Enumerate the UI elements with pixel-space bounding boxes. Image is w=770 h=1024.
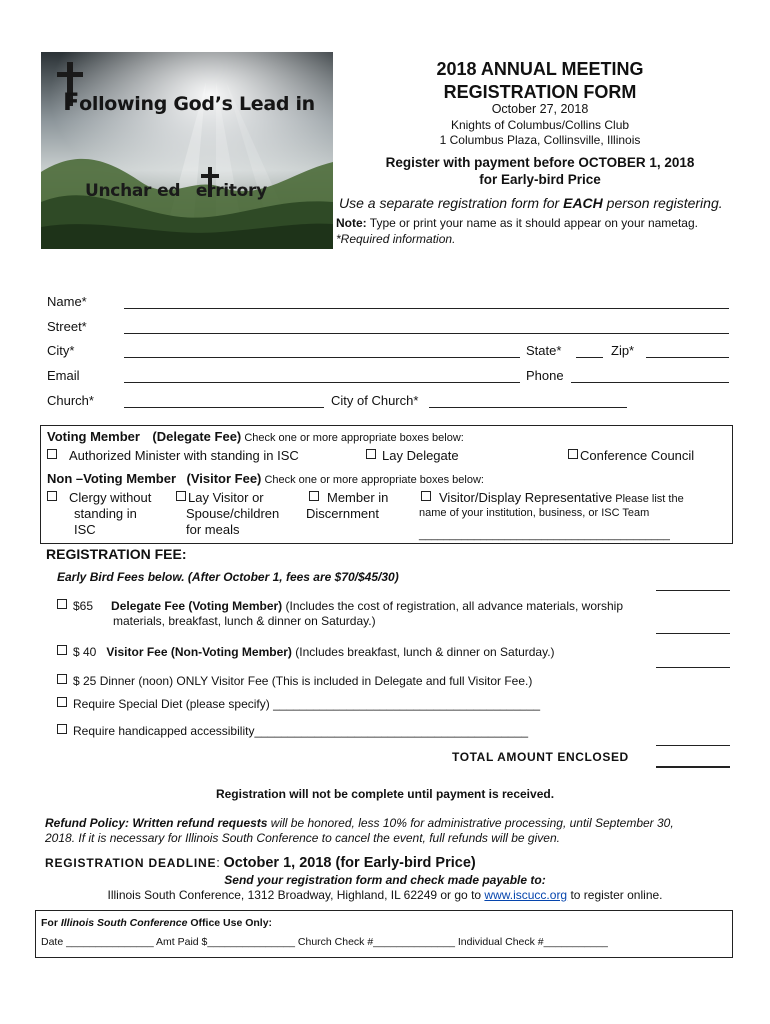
early-bird-note: Early Bird Fees below. (After October 1, fees are $70/$45/30) <box>57 570 399 584</box>
phone-field[interactable] <box>571 382 729 383</box>
delegate-fee-label: Delegate Fee (Voting Member) <box>111 599 283 613</box>
note-text: Type or print your name as it should appear on your nametag. <box>366 216 698 230</box>
checkbox[interactable] <box>366 449 376 459</box>
nametag-note <box>336 216 698 231</box>
institution-name-field[interactable]: _________________________________________ <box>419 529 670 541</box>
register-deadline-line-1: Register with payment before OCTOBER 1, 2018 <box>385 155 695 170</box>
dinner-only-label: $ 25 Dinner (noon) ONLY Visitor Fee (This is included in Delegate and full Visitor Fee.) <box>73 674 533 688</box>
checkbox[interactable] <box>176 491 186 501</box>
checkbox[interactable] <box>47 491 57 501</box>
dinner-only-option[interactable] <box>57 674 532 689</box>
member-line-2: Discernment <box>306 506 379 521</box>
fee-blank-4[interactable] <box>656 745 730 746</box>
zip-label: Zip* <box>611 343 635 358</box>
option-lay-delegate[interactable] <box>366 448 459 464</box>
banner-headline-rest: ollowing God’s Lead in <box>79 93 315 115</box>
mailing-address <box>0 888 770 903</box>
event-date: October 27, 2018 <box>491 102 589 116</box>
tagline-part-a: Unchar <box>85 181 152 201</box>
delegate-fee-desc-2: materials, breakfast, lunch & dinner on Saturday.) <box>113 614 376 628</box>
banner-image <box>41 52 333 249</box>
register-deadline-line-2: for Early-bird Price <box>479 172 601 187</box>
voting-instructions: Check one or more appropriate boxes below: <box>241 432 464 444</box>
banner-tagline <box>85 181 267 201</box>
voting-heading: Voting Member <box>47 429 140 444</box>
visitor-display-label: Visitor/Display Representative <box>439 490 613 505</box>
option-label: Conference Council <box>580 448 695 463</box>
clergy-line-1: Clergy without <box>69 490 152 505</box>
refund-policy-text: will be honored, less 10% for administrative processing, until September 30, <box>267 816 674 830</box>
clergy-line-2: standing in <box>74 506 137 521</box>
checkbox[interactable] <box>57 599 67 609</box>
registration-fee-heading: REGISTRATION FEE: <box>46 546 187 562</box>
total-amount-field[interactable] <box>656 766 730 768</box>
special-diet-label: Require Special Diet (please specify) ________________________________________ <box>73 697 541 711</box>
fee-blank-2[interactable] <box>656 633 730 634</box>
office-title-a: For <box>41 917 61 929</box>
visitor-fee-amount: $ 40 <box>73 645 97 659</box>
visitor-fee-desc: (Includes breakfast, lunch & dinner on Saturday.) <box>291 645 555 659</box>
phone-label: Phone <box>526 368 564 383</box>
option-lay-visitor[interactable] <box>176 490 279 538</box>
visitor-fee-option[interactable] <box>57 645 555 660</box>
refund-policy-label: Refund Policy: Written refund requests <box>45 816 268 830</box>
checkbox[interactable] <box>57 697 67 707</box>
incomplete-notice: Registration will not be complete until payment is received. <box>215 787 555 801</box>
option-authorized-minister[interactable] <box>47 448 299 464</box>
separate-form-post: person registering. <box>602 195 723 211</box>
member-line-1: Member in <box>327 490 389 505</box>
email-label: Email <box>47 368 80 383</box>
street-label: Street* <box>47 319 87 334</box>
fee-blank-3[interactable] <box>656 667 730 668</box>
clergy-line-3: ISC <box>74 522 96 537</box>
church-city-field[interactable] <box>429 407 627 408</box>
send-instructions: Send your registration form and check made payable to: <box>224 873 546 887</box>
name-field[interactable] <box>124 308 729 309</box>
total-amount-label: TOTAL AMOUNT ENCLOSED <box>452 750 629 764</box>
visitor-display-instr-b: name of your institution, business, or ISC Team <box>419 507 650 519</box>
office-use-title <box>41 917 272 930</box>
checkbox[interactable] <box>568 449 578 459</box>
church-city-label: City of Church* <box>331 393 419 408</box>
nonvoting-member-heading <box>47 470 484 488</box>
name-label: Name* <box>47 294 87 309</box>
office-use-fields[interactable]: Date _______________ Amt Paid $_______________ Church Check #______________ Individual Check #___________ <box>41 936 608 948</box>
state-field[interactable] <box>576 357 603 358</box>
fee-blank-1[interactable] <box>656 590 730 591</box>
state-label: State* <box>526 343 562 358</box>
deadline-date: October 1, 2018 (for Early-bird Price) <box>223 855 476 871</box>
nonvoting-instructions: Check one or more appropriate boxes below: <box>261 474 484 486</box>
church-field[interactable] <box>124 407 324 408</box>
title-line-2: REGISTRATION FORM <box>443 82 637 102</box>
lay-line-3: for meals <box>186 522 240 537</box>
office-title-b: Illinois South Conference <box>60 917 188 929</box>
checkbox[interactable] <box>57 674 67 684</box>
lay-line-2: Spouse/children <box>186 506 280 521</box>
email-field[interactable] <box>124 382 520 383</box>
option-clergy[interactable] <box>47 490 151 538</box>
accessibility-option[interactable] <box>57 724 528 739</box>
city-field[interactable] <box>124 357 520 358</box>
zip-field[interactable] <box>646 357 729 358</box>
landscape-illustration <box>41 52 333 249</box>
accessibility-label: Require handicapped accessibility_________________________________________ <box>73 724 529 738</box>
tagline-part-b: ed <box>157 181 186 201</box>
option-member-discernment[interactable] <box>306 490 389 522</box>
voting-fee: (Delegate Fee) <box>152 429 242 444</box>
banner-headline-letter: F <box>63 88 80 116</box>
city-label: City* <box>47 343 75 358</box>
website-link[interactable]: www.iscucc.org <box>484 888 568 902</box>
checkbox[interactable] <box>57 724 67 734</box>
registration-deadline <box>45 854 476 872</box>
lay-line-1: Lay Visitor or <box>188 490 264 505</box>
deadline-label: REGISTRATION DEADLINE <box>45 856 217 870</box>
event-address: 1 Columbus Plaza, Collinsville, Illinois <box>439 133 641 147</box>
checkbox[interactable] <box>47 449 57 459</box>
address-text: Illinois South Conference, 1312 Broadway, Highland, IL 62249 or go to <box>107 888 485 902</box>
nonvoting-heading: Non –Voting Member <box>47 471 177 486</box>
checkbox[interactable] <box>309 491 319 501</box>
note-label: Note: <box>336 216 367 230</box>
option-conference-council[interactable] <box>568 448 694 464</box>
visitor-fee-label: Visitor Fee (Non-Voting Member) <box>106 645 292 659</box>
event-venue: Knights of Columbus/Collins Club <box>450 118 630 132</box>
delegate-fee-option[interactable] <box>57 599 623 614</box>
checkbox[interactable] <box>57 645 67 655</box>
title-line-1: 2018 ANNUAL MEETING <box>436 59 644 79</box>
separate-form-note <box>339 195 723 212</box>
refund-policy-line-1 <box>45 816 674 831</box>
nonvoting-fee: (Visitor Fee) <box>186 471 262 486</box>
banner-headline <box>63 88 315 116</box>
option-label: Lay Delegate <box>382 448 459 463</box>
delegate-fee-amount: $65 <box>73 599 94 613</box>
option-visitor-display[interactable] <box>421 490 726 542</box>
option-label: Authorized Minister with standing in ISC <box>69 448 299 463</box>
tagline-part-c: erritory <box>195 181 267 201</box>
special-diet-option[interactable] <box>57 697 540 712</box>
separate-form-emph: EACH <box>563 195 603 211</box>
visitor-display-instr-a: Please list the <box>612 493 684 505</box>
refund-policy-line-2: 2018. If it is necessary for Illinois South Conference to cancel the event, full refunds will be given. <box>45 831 560 845</box>
office-title-c: Office Use Only: <box>187 917 273 929</box>
deadline-colon: : <box>216 855 224 870</box>
street-field[interactable] <box>124 333 729 334</box>
address-post-text: to register online. <box>567 888 663 902</box>
church-label: Church* <box>47 393 94 408</box>
delegate-fee-desc: (Includes the cost of registration, all advance materials, worship <box>282 599 623 613</box>
required-info-note: *Required information. <box>336 232 456 246</box>
separate-form-pre: Use a separate registration form for <box>339 195 564 211</box>
checkbox[interactable] <box>421 491 431 501</box>
voting-member-heading <box>47 428 464 446</box>
